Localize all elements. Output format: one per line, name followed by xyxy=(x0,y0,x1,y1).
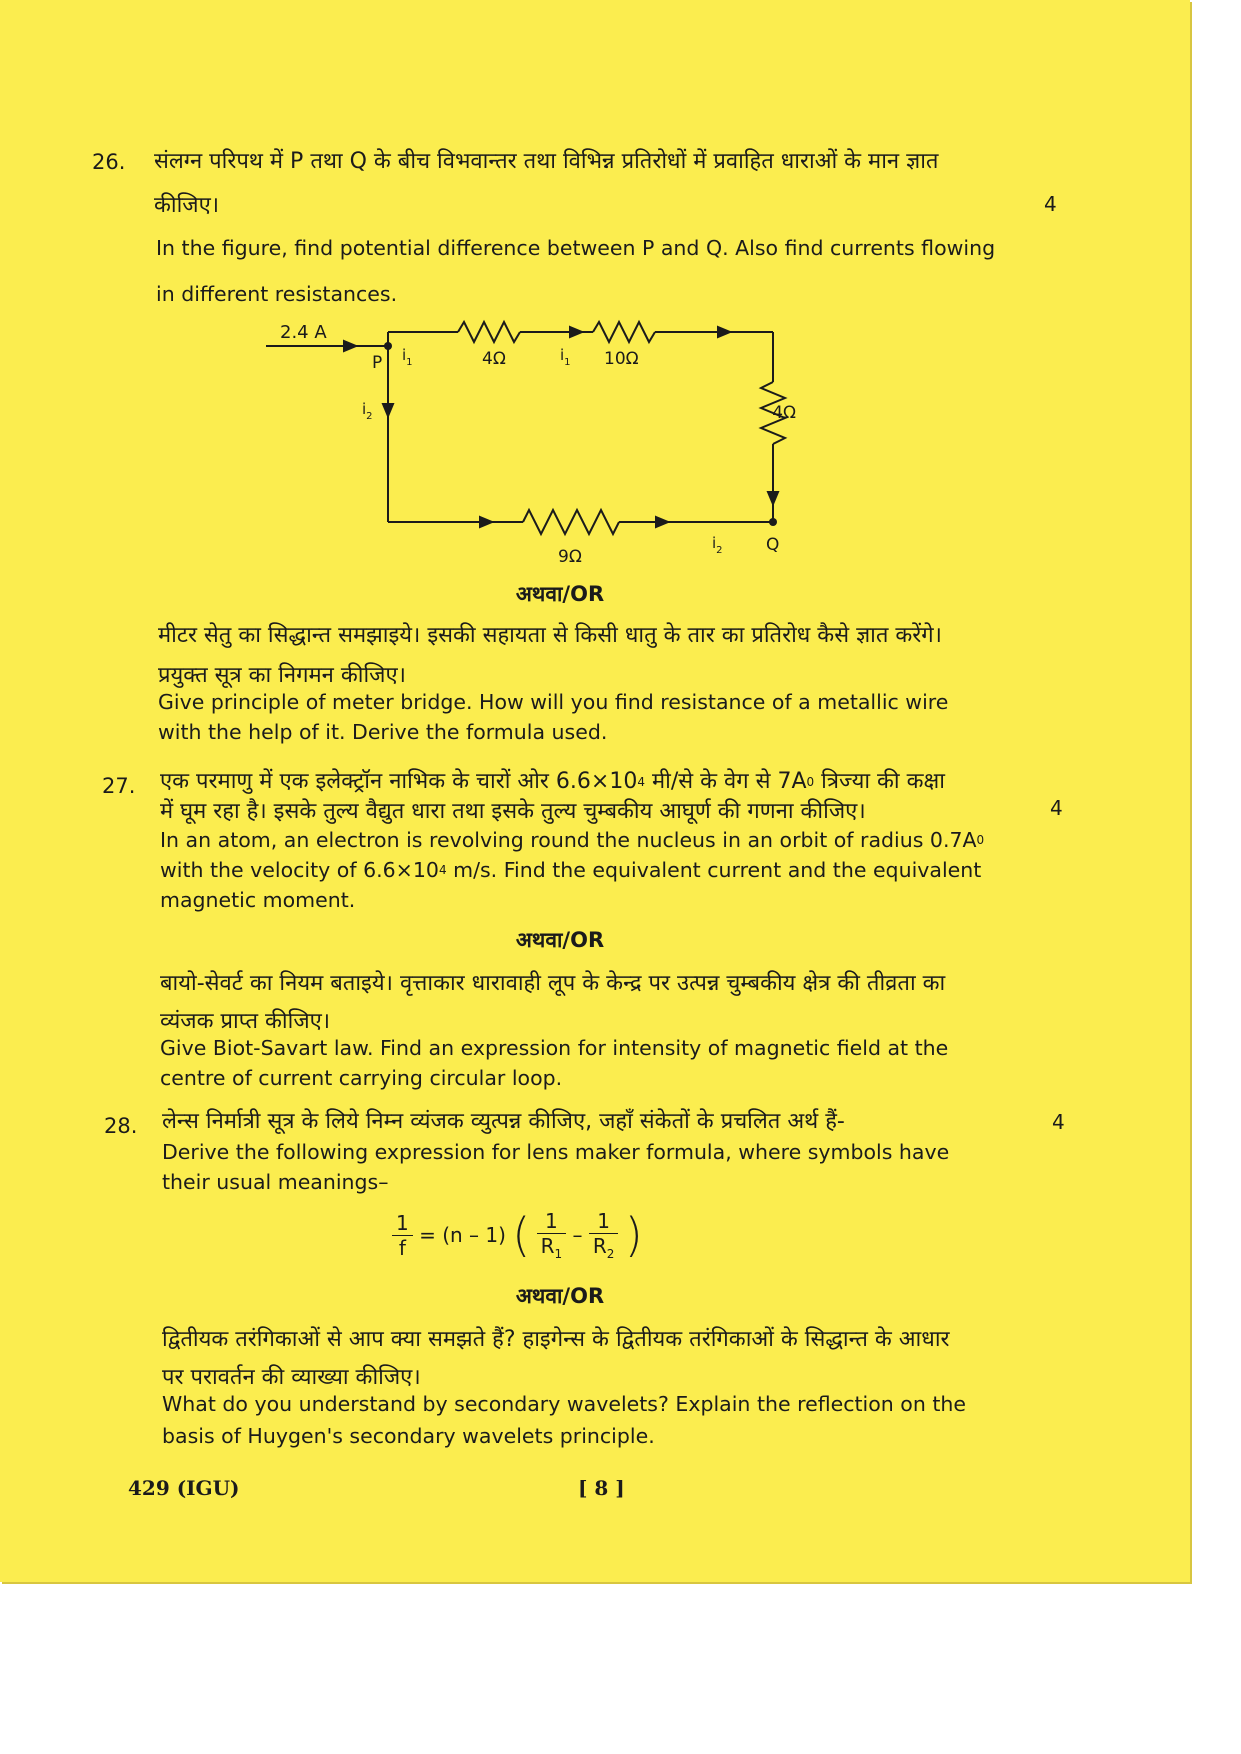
q27-alt-english-line1: Give Biot-Savart law. Find an expression for intensity of magnetic field at the xyxy=(160,1036,949,1060)
q26-alt-hindi-line2: प्रयुक्त सूत्र का निगमन कीजिए। xyxy=(158,663,406,688)
q27-alt-hindi-line2: व्यंजक प्राप्त कीजिए। xyxy=(160,1009,331,1034)
left-arrow-i2 xyxy=(383,404,393,416)
resistor-4-ohm-top xyxy=(458,322,520,342)
top-arrow-1 xyxy=(570,327,582,337)
q26-english-line2: in different resistances. xyxy=(156,282,398,306)
q27-or-label: अथवा/OR xyxy=(515,928,605,952)
question-27-number: 27. xyxy=(102,774,136,798)
node-q-dot xyxy=(769,518,777,526)
q28-marks: 4 xyxy=(1052,1110,1065,1134)
q27-marks: 4 xyxy=(1050,796,1063,820)
resistor-4-ohm-right-label: 4Ω xyxy=(772,403,796,423)
current-i2-label-b: $i_2$ xyxy=(712,534,723,556)
bottom-arrow-2 xyxy=(656,517,668,527)
q26-alt-english-line2: with the help of it. Derive the formula used. xyxy=(158,720,608,744)
resistor-10-ohm xyxy=(593,322,655,342)
q28-alt-hindi-line1: द्वितीयक तरंगिकाओं से आप क्या समझते हैं? हाइगेन्स के द्वितीयक तरंगिकाओं के सिद्धान्त के आधार xyxy=(162,1327,950,1352)
current-in-label: 2.4 A xyxy=(280,322,327,343)
node-p-label: P xyxy=(372,353,383,373)
question-28-number: 28. xyxy=(104,1114,138,1138)
node-q-label: Q xyxy=(766,535,780,555)
input-current-arrow xyxy=(344,341,356,351)
q28-hindi-line1: लेन्स निर्मात्री सूत्र के लिये निम्न व्यंजक व्युत्पन्न कीजिए, जहाँ संकेतों के प्रचलित अर्थ हैं- xyxy=(162,1109,845,1134)
q27-english-line3: magnetic moment. xyxy=(160,888,356,912)
current-i1-label-a: $i_1$ xyxy=(402,346,413,368)
paper-code: 429 (IGU) xyxy=(128,1476,240,1500)
question-26-number: 26. xyxy=(92,150,126,174)
bottom-arrow-1 xyxy=(480,517,492,527)
q27-english-line1: In an atom, an electron is revolving round the nucleus in an orbit of radius $0.7A^0$ xyxy=(160,828,985,852)
resistor-10-ohm-label: 10Ω xyxy=(604,349,639,369)
resistor-9-ohm xyxy=(523,510,619,534)
lens-maker-formula: $\frac{1}{f}$ = (n – 1) ( $\frac{1}{R_1}$ – $\frac{1}{R_2}$ ) xyxy=(392,1208,643,1262)
circuit-diagram xyxy=(258,312,798,572)
q26-alt-english-line1: Give principle of meter bridge. How will you find resistance of a metallic wire xyxy=(158,690,949,714)
q27-hindi-line1: एक परमाणु में एक इलेक्ट्रॉन नाभिक के चारों ओर $6.6\times 10^4$ मी/से के वेग से $7A^0$ त्रिज्या की कक्षा xyxy=(160,769,945,794)
q27-alt-hindi-line1: बायो-सेवर्ट का नियम बताइये। वृत्ताकार धारावाही लूप के केन्द्र पर उत्पन्न चुम्बकीय क्षेत्र की तीव्रता का xyxy=(160,971,946,996)
q28-alt-english-line1: What do you understand by secondary wavelets? Explain the reflection on the xyxy=(162,1392,966,1416)
right-arrow xyxy=(768,492,778,504)
q26-alt-hindi-line1: मीटर सेतु का सिद्धान्त समझाइये। इसकी सहायता से किसी धातु के तार का प्रतिरोध कैसे ज्ञात करेंगे। xyxy=(158,623,943,648)
q26-marks: 4 xyxy=(1044,192,1057,216)
current-i1-label-b: $i_1$ xyxy=(560,346,571,368)
q27-english-line2: with the velocity of $6.6\times 10^4$ m/s. Find the equivalent current and the equivalent xyxy=(160,858,982,882)
q28-english-line2: their usual meanings– xyxy=(162,1170,389,1194)
q27-alt-english-line2: centre of current carrying circular loop. xyxy=(160,1066,563,1090)
page-number: [ 8 ] xyxy=(578,1476,625,1500)
q26-english-line1: In the figure, find potential difference between P and Q. Also find currents flowing xyxy=(156,236,996,260)
q26-hindi-line1: संलग्न परिपथ में P तथा Q के बीच विभवान्तर तथा विभिन्न प्रतिरोधों में प्रवाहित धाराओं के मान ज्ञात xyxy=(154,149,939,174)
resistor-4-ohm-top-label: 4Ω xyxy=(482,349,506,369)
q26-hindi-line2: कीजिए। xyxy=(154,193,220,218)
q28-english-line1: Derive the following expression for lens maker formula, where symbols have xyxy=(162,1140,950,1164)
node-p-dot xyxy=(384,342,392,350)
q28-or-label: अथवा/OR xyxy=(515,1284,605,1308)
top-arrow-2 xyxy=(718,327,730,337)
q26-or-label: अथवा/OR xyxy=(515,582,605,606)
q27-hindi-line2: में घूम रहा है। इसके तुल्य वैद्युत धारा तथा इसके तुल्य चुम्बकीय आघूर्ण की गणना कीजिए। xyxy=(160,799,866,824)
resistor-9-ohm-label: 9Ω xyxy=(558,547,582,567)
q28-alt-hindi-line2: पर परावर्तन की व्याख्या कीजिए। xyxy=(162,1365,421,1390)
q28-alt-english-line2: basis of Huygen's secondary wavelets principle. xyxy=(162,1424,655,1448)
current-i2-label-a: $i_2$ xyxy=(362,400,373,422)
